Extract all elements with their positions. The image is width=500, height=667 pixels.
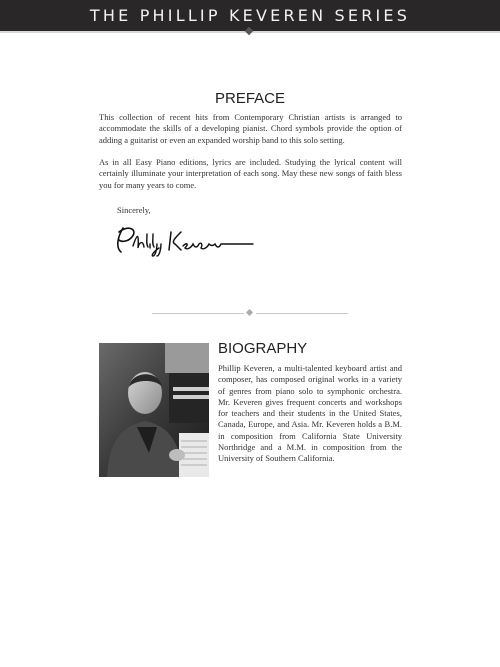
signature [113,222,255,258]
section-divider-left [152,313,244,314]
preface-paragraph-2: As in all Easy Piano editions, lyrics are included. Studying the lyrical content will certainly illuminate your interpretation of each song. May these new songs of faith bless you for many years to come. [99,157,402,190]
biography-title: BIOGRAPHY [218,340,308,357]
biography-text: Phillip Keveren, a multi-talented keyboard artist and composer, has composed original works in a variety of genres from piano solo to symphonic orchestra. Mr. Keveren gives frequent concerts and workshops for teachers and their students in the United States, Canada, Europe, and Asia. Mr. Keveren holds a B.M. in composition from California State University Northridge and a M.M. in composition from the University of Southern California. [218,363,402,464]
preface-paragraph-1: This collection of recent hits from Contemporary Christian artists is arranged to accommodate the skills of a developing pianist. Chord symbols provide the option of adding a guitarist or even an expanded worship band to this solo setting. [99,112,402,145]
author-photo [99,343,209,477]
section-divider-right [256,313,348,314]
preface-closing: Sincerely, [117,205,151,215]
section-divider-diamond [246,309,253,316]
preface-title: PREFACE [214,90,286,107]
series-title: THE PHILLIP KEVEREN SERIES [89,6,411,25]
